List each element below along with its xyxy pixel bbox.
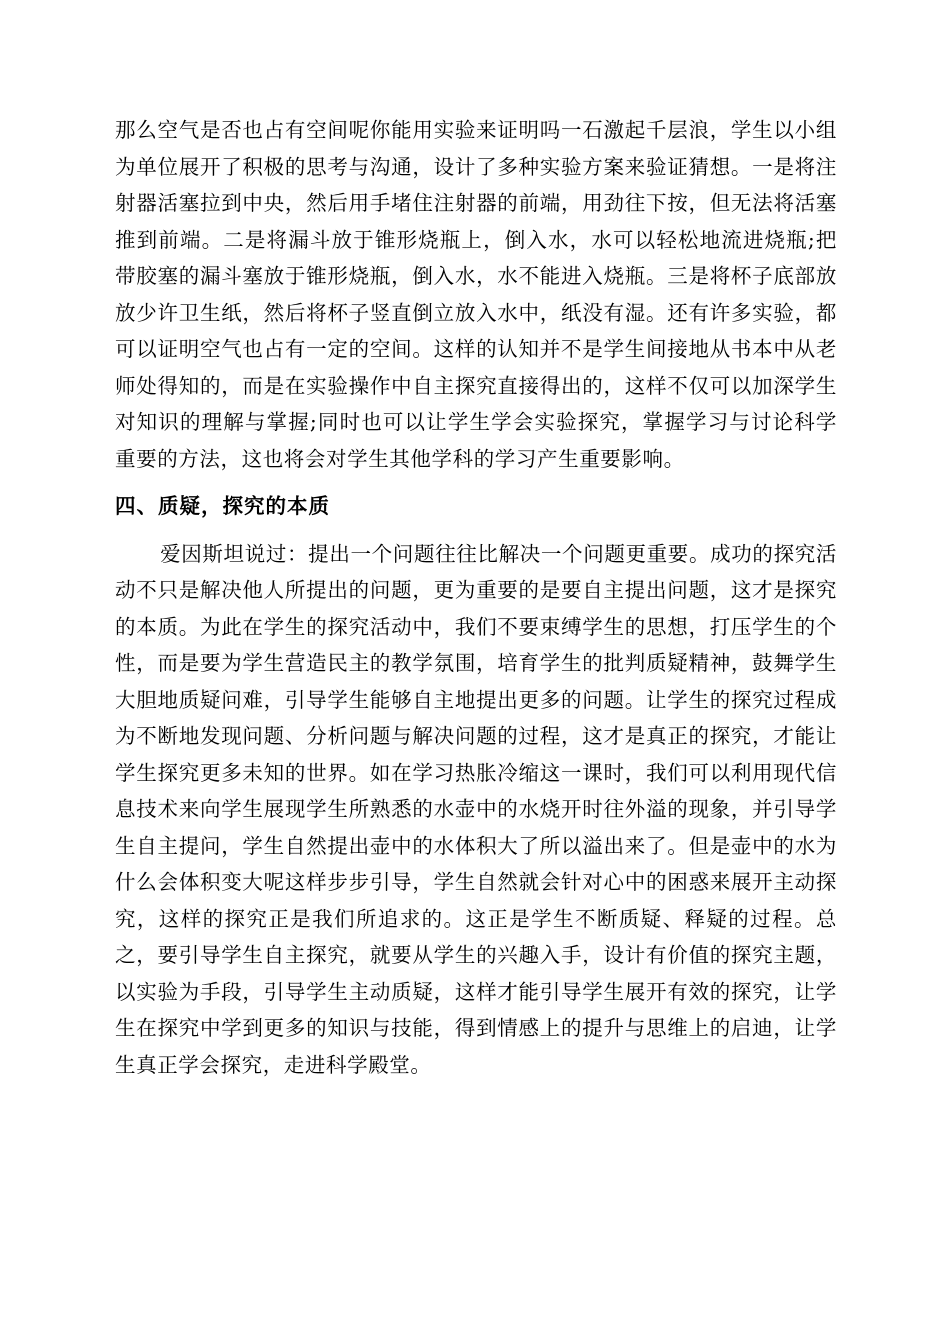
section-heading: 四、质疑，探究的本质 — [115, 494, 330, 518]
body-paragraph-continuation: 那么空气是否也占有空间呢你能用实验来证明吗一石激起千层浪，学生以小组为单位展开了积极的思考与沟通，设计了多种实验方案来验证猜想。一是将注射器活塞拉到中央，然后用手堵住注射器的前端，用劲往下按，但无法将活塞推到前端。二是将漏斗放于锥形烧瓶上，倒入水，水可以轻松地流进烧瓶;把带胶塞的漏斗塞放于锥形烧瓶，倒入水，水不能进入烧瓶。三是将杯子底部放放少许卫生纸，然后将杯子竖直倒立放入水中，纸没有湿。还有许多实验，都可以证明空气也占有一定的空间。这样的认知并不是学生间接地从书本中从老师处得知的，而是在实验操作中自主探究直接得出的，这样不仅可以加深学生对知识的理解与掌握;同时也可以让学生学会实验探究，掌握学习与讨论科学重要的方法，这也将会对学生其他学科的学习产生重要影响。 — [115, 118, 837, 471]
body-paragraph: 爱因斯坦说过：提出一个问题往往比解决一个问题更重要。成功的探究活动不只是解决他人所提出的问题，更为重要的是要自主提出问题，这才是探究的本质。为此在学生的探究活动中，我们不要束缚学生的思想，打压学生的个性，而是要为学生营造民主的教学氛围，培育学生的批判质疑精神，鼓舞学生大胆地质疑问难，引导学生能够自主地提出更多的问题。让学生的探究过程成为不断地发现问题、分析问题与解决问题的过程，这才是真正的探究，才能让学生探究更多未知的世界。如在学习热胀冷缩这一课时，我们可以利用现代信息技术来向学生展现学生所熟悉的水壶中的水烧开时往外溢的现象，并引导学生自主提问，学生自然提出壶中的水体积大了所以溢出来了。但是壶中的水为什么会体积变大呢这样步步引导，学生自然就会针对心中的困惑来展开主动探究，这样的探究正是我们所追求的。这正是学生不断质疑、释疑的过程。总之，要引导学生自主探究，就要从学生的兴趣入手，设计有价值的探究主题，以实验为手段，引导学生主动质疑，这样才能引导学生展开有效的探究，让学生在探究中学到更多的知识与技能，得到情感上的提升与思维上的启迪，让学生真正学会探究，走进科学殿堂。 — [115, 541, 837, 1077]
document-page — [115, 112, 837, 1083]
